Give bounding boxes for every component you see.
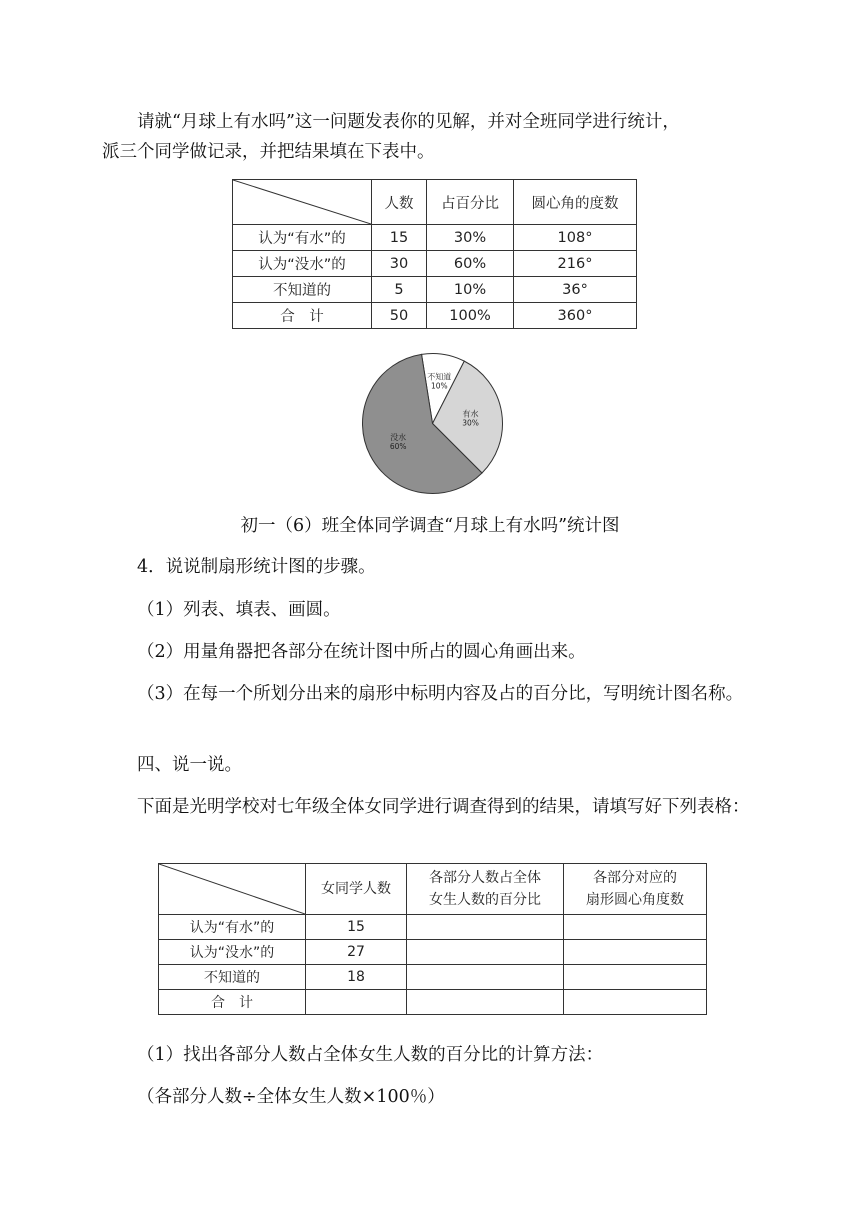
table-row: [233, 277, 637, 303]
header-angle: 各部分对应的 扇形圆心角度数: [564, 864, 707, 915]
chart-caption: 初一（6）班全体同学调查“月球上有水吗”统计图: [240, 516, 620, 536]
row-label: 认为“没水”的: [159, 940, 306, 965]
pie-label-value: 60%: [389, 441, 407, 451]
cell-angle: 216°: [514, 251, 637, 277]
table-row: [159, 940, 707, 965]
cell-angle[interactable]: [564, 965, 707, 990]
cell-count: 27: [306, 940, 407, 965]
cell-percent[interactable]: [407, 990, 564, 1015]
pie-label-value: 10%: [430, 381, 448, 391]
question-1: （1）找出各部分人数占全体女生人数的百分比的计算方法：: [137, 1045, 604, 1065]
header-percent: 各部分人数占全体 女生人数的百分比: [407, 864, 564, 915]
header-angle: 圆心角的度数: [514, 180, 637, 225]
row-label: 合 计: [159, 990, 306, 1015]
question-1-answer: （各部分人数÷全体女生人数×100％）: [137, 1087, 445, 1107]
pie-chart-svg: [360, 351, 505, 496]
pie-label-category: 没水: [390, 432, 407, 442]
cell-percent: 30%: [427, 225, 514, 251]
cell-percent: 100%: [427, 303, 514, 329]
cell-percent[interactable]: [407, 940, 564, 965]
survey-table: [232, 179, 637, 329]
diagonal-header-cell: [159, 864, 306, 915]
cell-percent: 10%: [427, 277, 514, 303]
pie-label-category: 有水: [462, 409, 479, 419]
cell-count: 50: [372, 303, 427, 329]
table-row: [159, 965, 707, 990]
table-row: [233, 251, 637, 277]
cell-percent[interactable]: [407, 915, 564, 940]
row-label: 不知道的: [159, 965, 306, 990]
header-count: 人数: [372, 180, 427, 225]
section-heading: 四、说一说。: [137, 755, 242, 775]
header-girls-count: 女同学人数: [306, 864, 407, 915]
task-paragraph: 下面是光明学校对七年级全体女同学进行调查得到的结果，请填写好下列表格：: [137, 797, 750, 817]
cell-angle: 108°: [514, 225, 637, 251]
step-2: （2）用量角器把各部分在统计图中所占的圆心角画出来。: [137, 642, 586, 662]
diagonal-header-cell: [233, 180, 372, 225]
row-label: 认为“没水”的: [233, 251, 372, 277]
cell-count: 30: [372, 251, 427, 277]
girls-survey-table: [158, 863, 707, 1015]
steps-title: 4．说说制扇形统计图的步骤。: [137, 557, 376, 577]
pie-label-category: 不知道: [427, 372, 452, 382]
table-row: [233, 225, 637, 251]
cell-angle[interactable]: [564, 915, 707, 940]
cell-angle[interactable]: [564, 990, 707, 1015]
step-1: （1）列表、填表、画圆。: [137, 600, 341, 620]
header-percent: 占百分比: [427, 180, 514, 225]
cell-count: 15: [306, 915, 407, 940]
cell-count: 18: [306, 965, 407, 990]
cell-angle: 360°: [514, 303, 637, 329]
cell-percent[interactable]: [407, 965, 564, 990]
cell-percent: 60%: [427, 251, 514, 277]
cell-count: 15: [372, 225, 427, 251]
cell-count[interactable]: [306, 990, 407, 1015]
step-3: （3）在每一个所划分出来的扇形中标明内容及占的百分比，写明统计图名称。: [137, 684, 744, 704]
table-row: [233, 303, 637, 329]
cell-count: 5: [372, 277, 427, 303]
table-row: [159, 990, 707, 1015]
row-label: 不知道的: [233, 277, 372, 303]
intro-paragraph: 请就“月球上有水吗”这一问题发表你的见解，并对全班同学进行统计， 派三个同学做记录，并把结果填在下表中。: [102, 112, 680, 162]
cell-angle[interactable]: [564, 940, 707, 965]
cell-angle: 36°: [514, 277, 637, 303]
row-label: 合 计: [233, 303, 372, 329]
pie-chart: [360, 351, 505, 496]
table-row: [159, 915, 707, 940]
row-label: 认为“有水”的: [159, 915, 306, 940]
row-label: 认为“有水”的: [233, 225, 372, 251]
pie-label-value: 30%: [462, 418, 479, 428]
